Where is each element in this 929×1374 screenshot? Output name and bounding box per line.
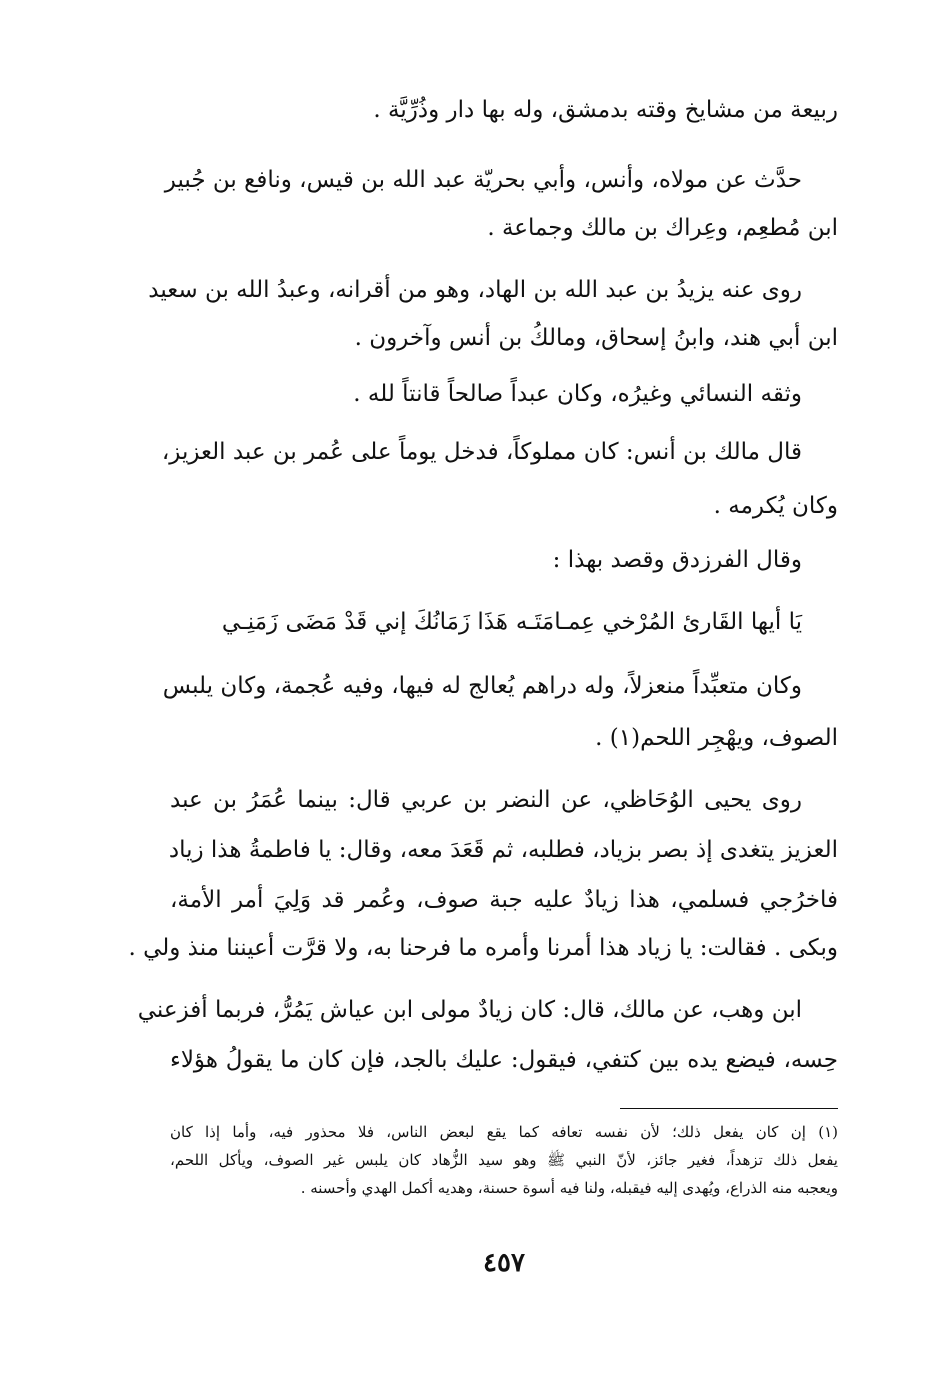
text-line: ابن مُطعِم، وعِراك بن مالك وجماعة .: [487, 215, 838, 241]
page-number: ٤٥٧: [483, 1248, 525, 1278]
text-line: وثقه النسائي وغيرُه، وكان عبداً صالحاً قانتاً لله .: [353, 381, 802, 407]
text-line: وكان متعبِّداً منعزلاً، وله دراهم يُعالج له فيها، وفيه عُجمة، وكان يلبس: [162, 673, 802, 699]
footnote-line: (١) إن كان يفعل ذلك؛ لأن نفسه تعافه كما يقع لبعض الناس، فلا محذور فيه، وأما إذا كان: [170, 1123, 838, 1141]
footnote-line: ويعجبه منه الذراع، ويُهدى إليه فيقبله، ولنا فيه أسوة حسنة، وهديه أكمل الهدي وأحسنه .: [300, 1179, 838, 1197]
text-line: ربيعة من مشايخ وقته بدمشق، وله بها دار وذُرِّيَّة .: [373, 97, 838, 123]
text-line: وبكى . فقالت: يا زياد هذا أمرنا وأمره ما فرحنا به، ولا قرَّت أعيننا منذ ولي .: [128, 935, 838, 961]
text-line: الصوف، ويهْجِر اللحم(١) .: [595, 725, 838, 751]
text-line: حِسه، فيضع يده بين كتفي، فيقول: عليك بالجد، فإن كان ما يقولُ هؤلاء: [170, 1047, 838, 1073]
text-line: روى عنه يزيدُ بن عبد الله بن الهاد، وهو من أقرانه، وعبدُ الله بن سعيد: [148, 277, 802, 303]
text-line: فاخرُجي فسلمي، هذا زيادٌ عليه جبة صوف، وعُمر قد وَلِيَ أمر الأمة،: [170, 887, 838, 913]
footnote-divider: [620, 1108, 838, 1109]
text-line: ابن أبي هند، وابنُ إسحاق، ومالكُ بن أنس وآخرون .: [354, 325, 838, 351]
verse-hemistich-second: هَذَا زَمَانُكَ إني قَدْ مَضَى زَمَنِـي: [221, 609, 508, 635]
book-page: [128, 88, 838, 1328]
text-line: قال مالك بن أنس: كان مملوكاً، فدخل يوماً على عُمر بن عبد العزيز،: [161, 439, 802, 465]
text-line: وكان يُكرمه .: [713, 493, 838, 519]
text-line: وقال الفرزدق وقصد بهذا :: [552, 547, 802, 573]
text-line: حدَّث عن مولاه، وأنس، وأبي بحريّة عبد الله بن قيس، ونافع بن جُبير: [164, 167, 802, 193]
footnote-line: يفعل ذلك تزهداً، فغير جائز، لأنّ النبي ﷺ وهو سيد الزُّهاد كان يلبس غير الصوف، ويأكل اللحم،: [170, 1151, 838, 1169]
text-line: روى يحيى الوُحَاظي، عن النضر بن عربي قال: بينما عُمَرُ بن عبد: [170, 787, 802, 813]
poetry-verse: [170, 602, 838, 642]
text-line: العزيز يتغدى إذ بصر بزياد، فطلبه، ثم قَعَدَ معه، وقال: يا فاطمةُ هذا زياد: [168, 837, 838, 863]
verse-hemistich-first: يَا أيها القَارئ المُرْخي عِمـامَتَـه: [515, 609, 802, 635]
text-line: ابن وهب، عن مالك، قال: كان زيادٌ مولى ابن عياش يَمُرُّ، فربما أفزعني: [137, 997, 802, 1023]
